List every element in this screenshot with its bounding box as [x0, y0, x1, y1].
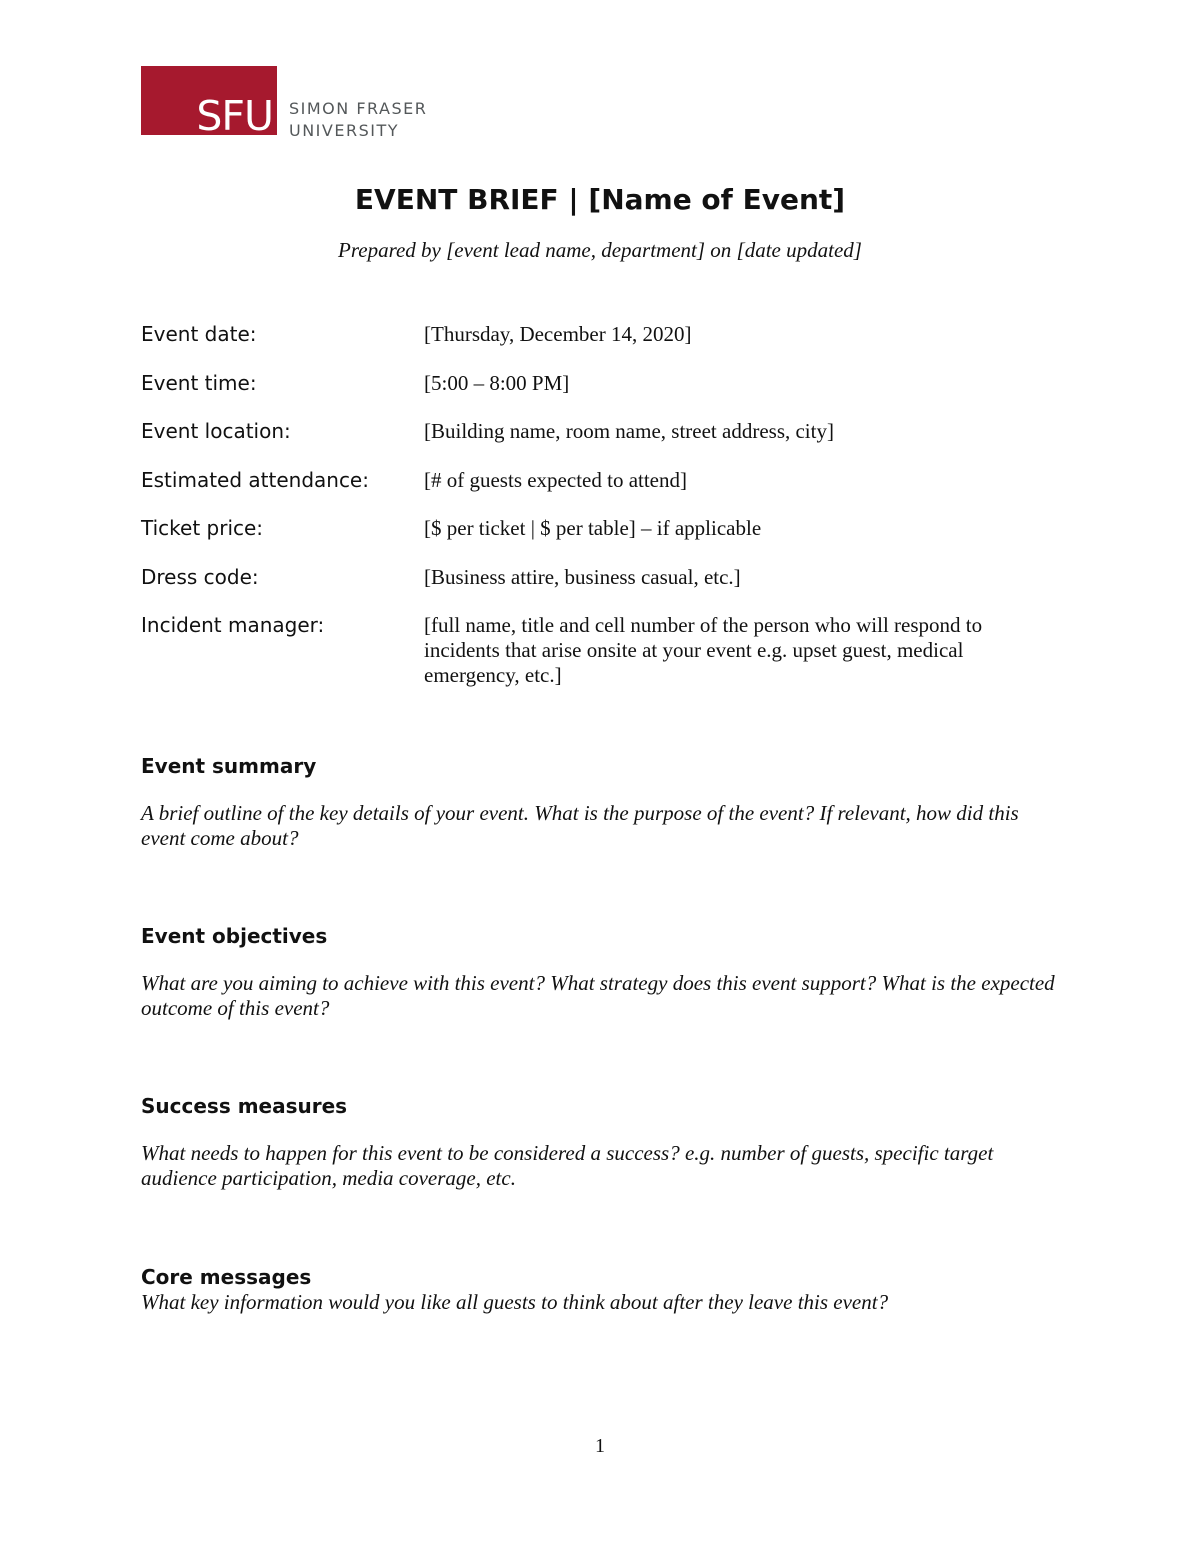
section-heading: Success measures	[141, 1094, 348, 1118]
event-details	[141, 321, 1041, 711]
section-text: What needs to happen for this event to be considered a success? e.g. number of guests, specific target audience participation, media coverage, etc.	[141, 1141, 994, 1190]
detail-label: Event location:	[141, 419, 291, 443]
sfu-logo	[141, 66, 428, 140]
logo-wordmark-line1: SIMON FRASER	[289, 99, 428, 118]
page-number: 1	[595, 1435, 605, 1457]
detail-label: Incident manager:	[141, 613, 325, 637]
detail-value: [Thursday, December 14, 2020]	[424, 322, 692, 346]
section-heading: Event summary	[141, 754, 317, 778]
section-text: What are you aiming to achieve with this event? What strategy does this event support? What is the expected outcome of this event?	[141, 971, 1055, 1020]
detail-label: Dress code:	[141, 564, 259, 589]
detail-row-ticket-price	[141, 515, 1041, 541]
detail-value: [Business attire, business casual, etc.]	[424, 564, 741, 589]
detail-value: [Building name, room name, street address, city]	[424, 419, 834, 443]
section-text: A brief outline of the key details of your event. What is the purpose of the event? If relevant, how did this event come about?	[141, 801, 1019, 850]
section-text: What key information would you like all guests to think about after they leave this event?	[141, 1290, 889, 1314]
section-event-objectives	[141, 923, 1061, 1021]
document-subtitle: Prepared by [event lead name, department] on [date updated]	[338, 238, 862, 262]
section-success-measures	[141, 1093, 1061, 1191]
logo-mark-text: SFU	[196, 92, 273, 140]
logo-wordmark-line2: UNIVERSITY	[289, 121, 399, 140]
section-heading: Core messages	[141, 1265, 312, 1289]
detail-value: [# of guests expected to attend]	[424, 467, 687, 492]
detail-row-location	[141, 418, 1041, 444]
detail-label: Event time:	[141, 370, 257, 395]
logo-mark	[141, 66, 277, 140]
section-event-summary	[141, 753, 1061, 851]
detail-row-dress-code	[141, 564, 1041, 590]
detail-value: [5:00 – 8:00 PM]	[424, 370, 570, 395]
document-title: EVENT BRIEF | [Name of Event]	[354, 183, 846, 216]
detail-row-incident-manager	[141, 612, 1041, 688]
detail-label: Estimated attendance:	[141, 467, 369, 492]
detail-label: Ticket price:	[141, 516, 264, 540]
detail-row-time	[141, 370, 1041, 396]
detail-value: [$ per ticket | $ per table] – if applicable	[424, 516, 762, 540]
detail-label: Event date:	[141, 322, 257, 346]
detail-row-attendance	[141, 467, 1041, 493]
detail-row-date	[141, 321, 1041, 347]
detail-value: [full name, title and cell number of the person who will respond to incidents that arise onsite at your event e.g. upset guest, medical emergency, etc.]	[424, 613, 983, 687]
section-core-messages	[141, 1264, 1061, 1315]
section-heading: Event objectives	[141, 924, 328, 948]
logo-wordmark	[289, 98, 427, 142]
